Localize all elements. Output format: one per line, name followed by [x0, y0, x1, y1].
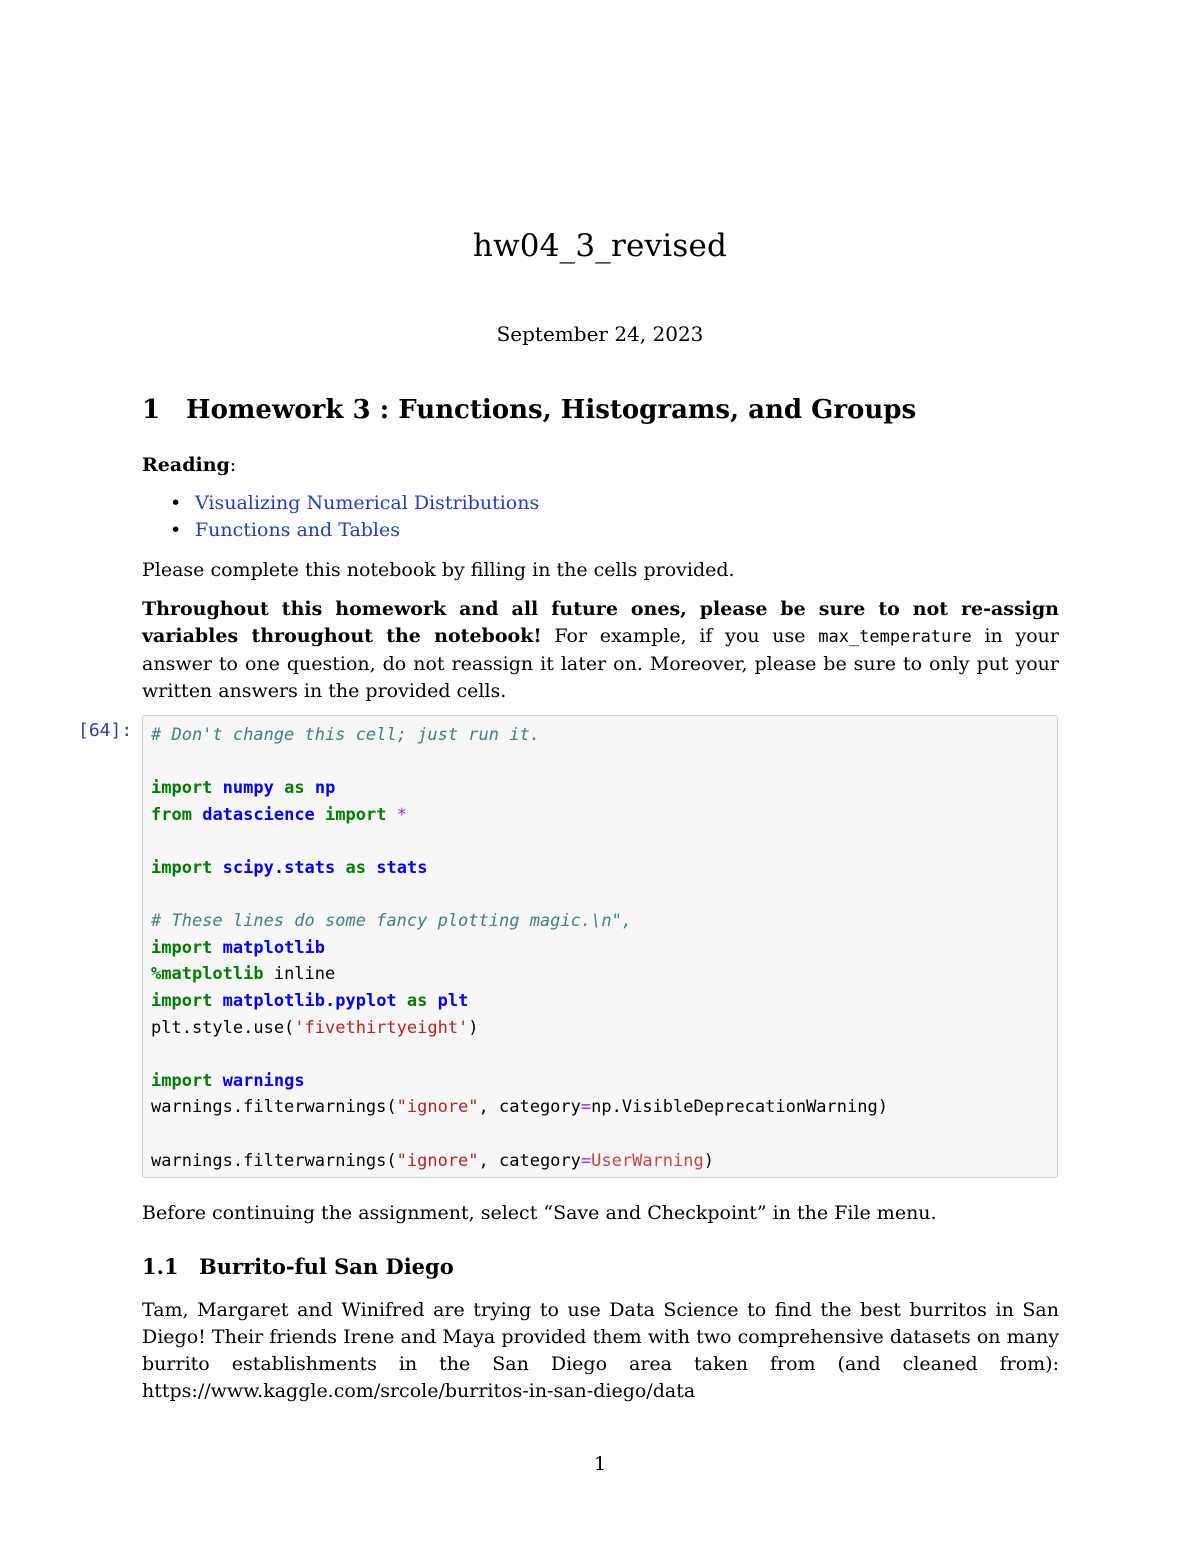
burrito-paragraph: Tam, Margaret and Winifred are trying to use Data Science to find the best burritos in San Diego! Their friends Irene and Maya provided them with two comprehensive datasets on many burrito establishments in the San Diego area taken from (and cleaned from): https://www.kaggle.com/srcole/burritos-in-san-diego/data: [142, 1299, 1059, 1402]
link-functions-and-tables[interactable]: Functions and Tables: [195, 519, 401, 541]
subsection-title: Burrito-ful San Diego: [199, 1254, 454, 1279]
reading-links: [170, 490, 539, 544]
warning-paragraph: [142, 596, 1059, 705]
warning-text-a: For example, if you use: [541, 625, 819, 647]
section-heading: [142, 395, 916, 425]
reading-label-text: Reading: [142, 454, 230, 476]
list-item: [170, 517, 539, 544]
code-lines: # Don't change this cell; just run it. import numpy as np from datascience import * import scipy.stats as stats # These lines do some fancy plotting magic.\n", import matplotlib %matplotlib inline import matplotlib.pyplot as plt plt.style.use('fivethirtyeight') import warnings warnings.filterwarnings("ignore", category=np.VisibleDeprecationWarning) warnings.filterwarnings("ignore", category=UserWarning): [151, 725, 888, 1171]
document-date: September 24, 2023: [496, 322, 704, 346]
instructions-paragraph: Please complete this notebook by filling in the cells provided.: [142, 559, 735, 581]
reading-label: [142, 452, 1059, 479]
warning-bold-text: Throughout this homework and all future ones, please be sure to not re-assign variables throughout the notebook!: [142, 598, 1059, 647]
list-item: [170, 490, 539, 517]
code-cell[interactable]: [142, 715, 1058, 1178]
page-number: 1: [593, 1453, 607, 1475]
subsection-heading: [142, 1254, 454, 1279]
subsection-number: 1.1: [142, 1254, 179, 1279]
reading-colon: :: [229, 454, 237, 476]
section-title: Homework 3 : Functions, Histograms, and Groups: [186, 395, 917, 425]
save-instruction: Before continuing the assignment, select “Save and Checkpoint” in the File menu.: [142, 1202, 937, 1224]
link-visualizing-distributions[interactable]: Visualizing Numerical Distributions: [195, 492, 540, 514]
section-number: 1: [142, 395, 161, 425]
inline-code: max_temperature: [818, 627, 972, 647]
warning-text-b: in your answer to one question, do not reassign it later on. Moreover, please be sure to only put your written answers in the provided cells.: [142, 625, 1059, 702]
document-title: hw04_3_revised: [472, 228, 728, 264]
cell-prompt: [64]:: [78, 720, 133, 741]
